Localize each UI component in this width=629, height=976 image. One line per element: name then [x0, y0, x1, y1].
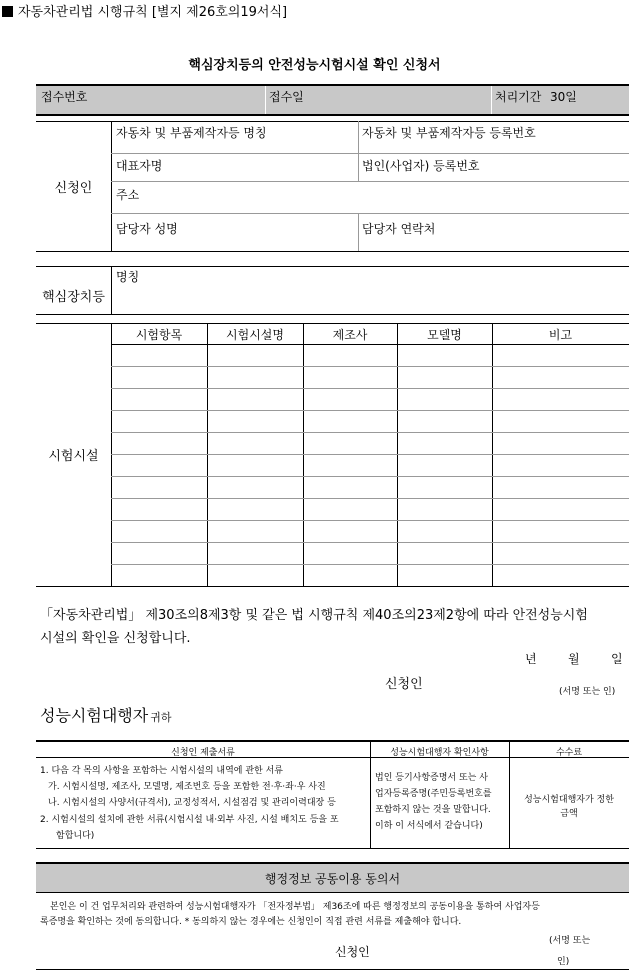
consent-sign-2: 인) [557, 957, 570, 967]
facility-section-label: 시험시설 [48, 449, 99, 464]
rule [36, 892, 629, 893]
corp-reg-label: 법인(사업자) 등록번호 [362, 159, 480, 173]
table-row [111, 388, 629, 389]
rule [36, 314, 629, 315]
page-title: 핵심장치등의 안전성능시험시설 확인 신청서 [188, 58, 441, 73]
column-test-item: 시험항목 [135, 328, 183, 342]
column-facility-name: 시험시설명 [226, 328, 284, 342]
divider [265, 86, 266, 114]
table-row [111, 498, 629, 499]
table-row [111, 432, 629, 433]
table-row [111, 344, 629, 345]
table-row [111, 366, 629, 367]
doc-item-2b: 함합니다) [56, 831, 95, 841]
statement-line-1: 「자동차관리법」 제30조의8제3항 및 같은 법 시행규칙 제40조의23제2항에 따라 안전성능시험 [40, 608, 588, 623]
column-remarks: 비고 [548, 328, 573, 342]
processing-period-value: 30일 [550, 90, 577, 104]
form-reference [2, 1, 287, 20]
divider [358, 213, 359, 251]
contact-phone-label: 담당자 연락처 [362, 222, 436, 236]
processing-period-label: 처리기간 [495, 90, 542, 104]
confirm-line-2: 업자등록증명(주민등록번호를 [375, 789, 492, 799]
rule [111, 213, 629, 214]
date-year: 년 [525, 652, 537, 666]
confirm-line-4: 이하 이 서식에서 같습니다) [375, 821, 483, 831]
square-bullet-icon [2, 6, 13, 17]
rule [36, 121, 629, 122]
divider [111, 266, 112, 314]
table-row [111, 542, 629, 543]
doc-item-2a: 2. 시험시설의 설치에 관한 서류(시험시설 내·외부 사진, 시설 배치도 등을 포 [40, 815, 339, 825]
divider [491, 86, 492, 114]
rule [36, 323, 629, 324]
divider [358, 121, 359, 153]
receipt-number-label: 접수번호 [41, 90, 88, 104]
rule [36, 969, 629, 970]
contact-name-label: 담당자 성명 [116, 222, 178, 236]
col-submit-docs: 신청인 제출서류 [171, 748, 235, 758]
doc-item-1a: 가. 시험시설명, 제조사, 모델명, 제조번호 등을 포함한 전·후·좌·우 사진 [48, 782, 326, 792]
column-manufacturer: 제조사 [332, 328, 368, 342]
consent-title: 행정정보 공동이용 동의서 [264, 872, 401, 886]
address-label: 주소 [116, 188, 140, 202]
doc-item-1b: 나. 시험시설의 사양서(규격서), 교정성적서, 시설점검 및 관리이력대장 등 [48, 798, 336, 808]
device-name-label: 명칭 [116, 270, 140, 284]
confirm-line-1: 법인 등기사항증명서 또는 사 [375, 773, 488, 783]
rule [36, 251, 629, 252]
receipt-date-label: 접수일 [269, 90, 304, 104]
recipient-honorific: 귀하 [150, 711, 172, 724]
col-confirm: 성능시험대행자 확인사항 [390, 748, 489, 758]
date-day: 일 [611, 652, 623, 666]
rule [36, 114, 629, 116]
company-reg-label: 자동차 및 부품제작자등 등록번호 [362, 126, 536, 140]
recipient [40, 703, 171, 726]
consent-line-1: 본인은 이 건 업무처리와 관련하여 성능시험대행자가 「전자정부법」 제36조에 따른 행정정보의 공동이용을 통하여 사업자등 [50, 902, 540, 912]
date-month: 월 [568, 652, 580, 666]
recipient-name: 성능시험대행자 [40, 706, 149, 725]
col-fee: 수수료 [555, 748, 583, 758]
consent-sign-1: (서명 또는 [549, 936, 591, 946]
company-name-label: 자동차 및 부품제작자등 명칭 [116, 126, 267, 140]
rule [36, 848, 629, 849]
rule [36, 740, 629, 742]
table-row [111, 410, 629, 411]
rule [36, 586, 629, 587]
table-row [111, 476, 629, 477]
representative-label: 대표자명 [116, 159, 163, 173]
rule [36, 266, 629, 267]
consent-line-2: 록증명을 확인하는 것에 동의합니다. * 동의하지 않는 경우에는 신청인이 직접 관련 서류를 제출해야 합니다. [40, 917, 462, 927]
table-row [111, 564, 629, 565]
table-row [111, 454, 629, 455]
signature-note: (서명 또는 인) [559, 687, 616, 697]
form-reference-text: 자동차관리법 시행규칙 [별지 제26호의19서식] [18, 5, 288, 20]
column-model: 모델명 [427, 328, 462, 342]
applicant-signature-label: 신청인 [385, 677, 423, 692]
confirm-line-3: 포함하지 않는 것을 말합니다. [375, 805, 491, 815]
statement-line-2: 시설의 확인을 신청합니다. [40, 631, 191, 646]
device-section-label: 핵심장치등 [42, 290, 105, 305]
fee-text: 성능시험대행자가 정한 [524, 795, 614, 805]
rule [111, 153, 629, 154]
doc-item-1: 1. 다음 각 목의 사항을 포함하는 시험시설의 내역에 관한 서류 [40, 766, 283, 776]
fee-text-2: 금액 [560, 809, 578, 819]
rule [111, 181, 629, 182]
applicant-section-label: 신청인 [54, 181, 93, 196]
divider [358, 153, 359, 181]
consent-applicant-label: 신청인 [335, 945, 370, 959]
table-row [111, 520, 629, 521]
divider [111, 121, 112, 251]
